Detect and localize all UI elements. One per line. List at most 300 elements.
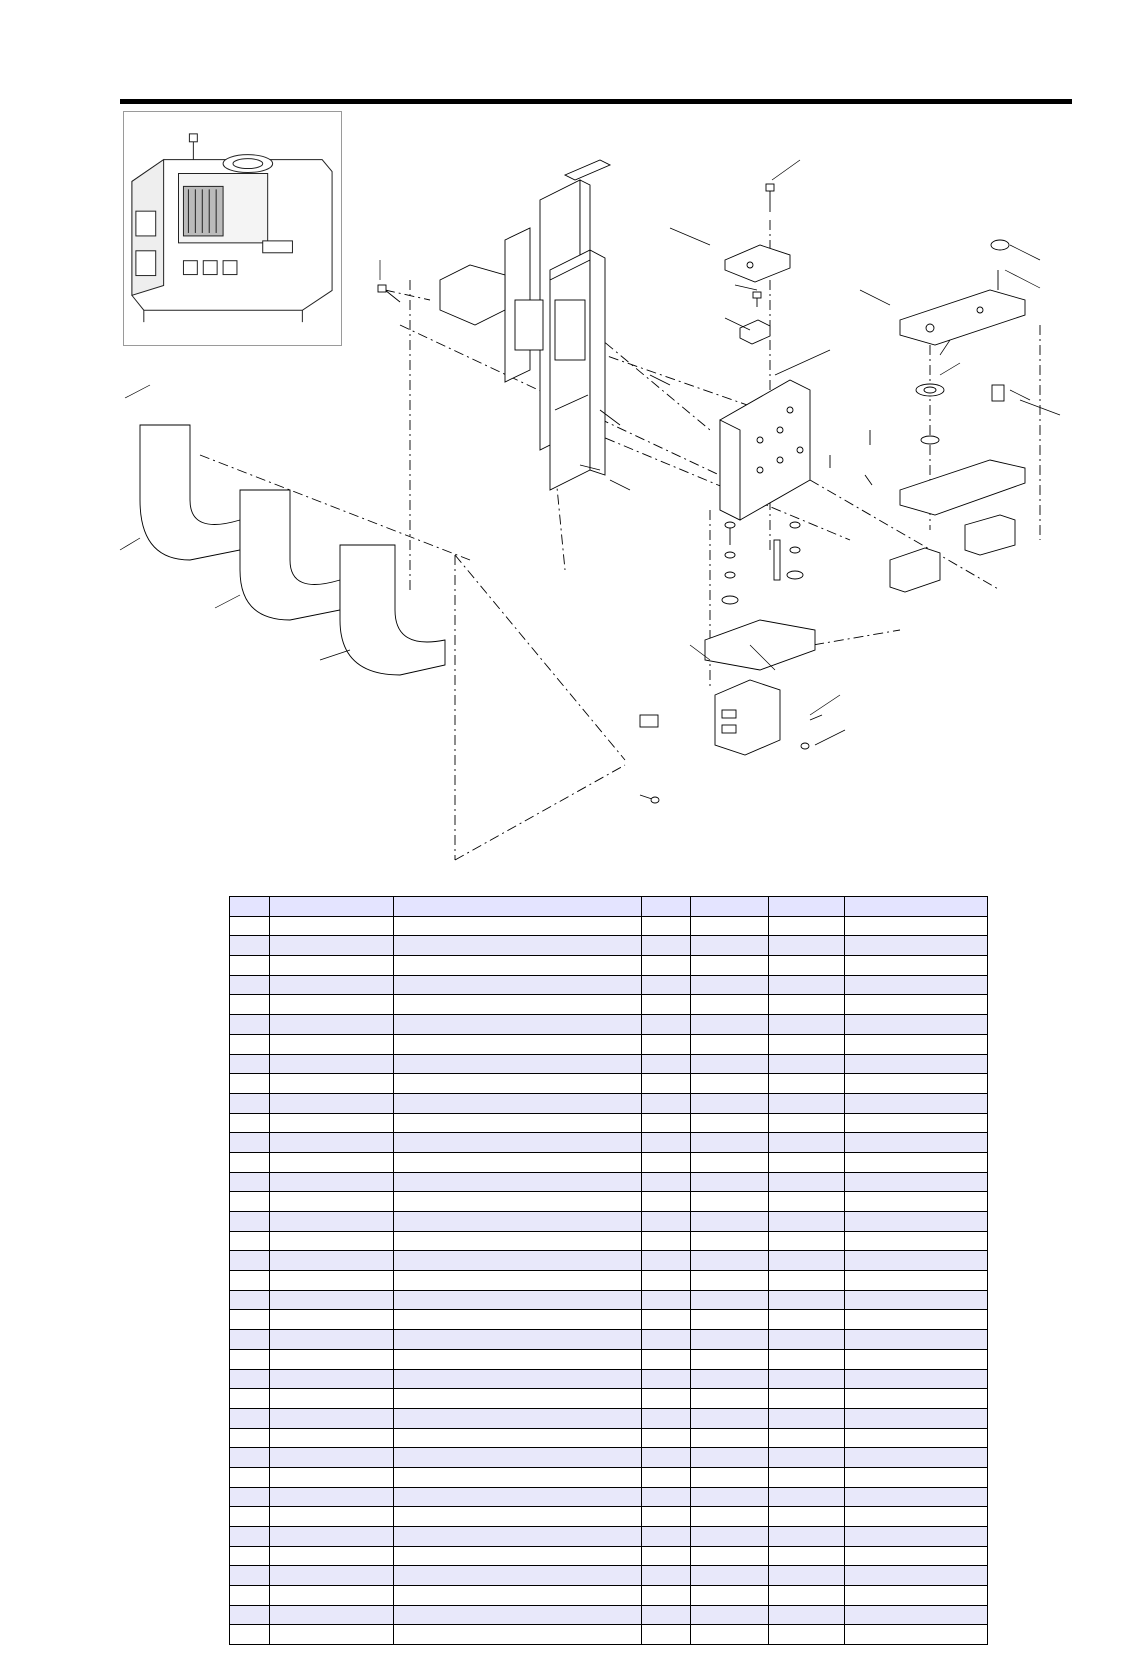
table-cell	[769, 1113, 845, 1133]
table-row	[230, 1212, 988, 1232]
table-cell	[769, 956, 845, 976]
table-cell	[270, 1546, 394, 1566]
table-row	[230, 1015, 988, 1035]
table-cell	[769, 1448, 845, 1468]
table-row	[230, 1133, 988, 1153]
table-cell	[642, 1389, 691, 1409]
table-cell	[394, 1349, 642, 1369]
table-cell	[230, 1349, 270, 1369]
table-cell	[845, 1152, 988, 1172]
table-cell	[270, 1212, 394, 1232]
table-cell	[691, 975, 769, 995]
table-cell	[230, 1527, 270, 1547]
table-cell	[691, 1448, 769, 1468]
table-cell	[270, 1586, 394, 1606]
table-row	[230, 956, 988, 976]
table-cell	[270, 1054, 394, 1074]
table-cell	[769, 995, 845, 1015]
column-header	[769, 897, 845, 917]
parts-table-body	[230, 916, 988, 1644]
table-cell	[642, 1330, 691, 1350]
table-cell	[845, 1192, 988, 1212]
table-cell	[642, 1428, 691, 1448]
table-cell	[691, 1349, 769, 1369]
table-cell	[769, 1212, 845, 1232]
table-cell	[845, 1251, 988, 1271]
table-cell	[691, 1625, 769, 1645]
table-cell	[845, 1172, 988, 1192]
table-cell	[845, 1133, 988, 1153]
table-cell	[642, 1231, 691, 1251]
table-cell	[691, 1408, 769, 1428]
table-cell	[394, 1074, 642, 1094]
table-cell	[769, 1389, 845, 1409]
table-cell	[270, 1015, 394, 1035]
table-row	[230, 1093, 988, 1113]
table-row	[230, 1408, 988, 1428]
table-cell	[394, 1093, 642, 1113]
table-cell	[845, 1507, 988, 1527]
table-cell	[691, 1310, 769, 1330]
table-cell	[845, 936, 988, 956]
table-cell	[270, 1389, 394, 1409]
table-cell	[845, 1290, 988, 1310]
table-cell	[845, 1586, 988, 1606]
table-cell	[394, 995, 642, 1015]
table-cell	[270, 916, 394, 936]
table-cell	[691, 1546, 769, 1566]
table-cell	[642, 1586, 691, 1606]
header-rule	[120, 99, 1072, 104]
table-cell	[230, 1389, 270, 1409]
table-row	[230, 1428, 988, 1448]
column-header	[230, 897, 270, 917]
table-cell	[270, 1625, 394, 1645]
table-cell	[230, 1034, 270, 1054]
table-cell	[845, 1034, 988, 1054]
table-cell	[642, 1408, 691, 1428]
table-cell	[394, 1448, 642, 1468]
table-cell	[270, 975, 394, 995]
table-cell	[691, 1428, 769, 1448]
table-cell	[230, 1152, 270, 1172]
table-cell	[394, 1231, 642, 1251]
table-cell	[691, 1172, 769, 1192]
table-cell	[394, 1034, 642, 1054]
table-cell	[769, 1369, 845, 1389]
table-cell	[691, 1015, 769, 1035]
table-cell	[394, 1290, 642, 1310]
table-cell	[394, 936, 642, 956]
table-cell	[270, 1074, 394, 1094]
table-cell	[642, 975, 691, 995]
table-cell	[230, 1408, 270, 1428]
table-cell	[691, 1369, 769, 1389]
table-cell	[691, 1467, 769, 1487]
table-cell	[769, 1625, 845, 1645]
table-cell	[394, 1251, 642, 1271]
table-cell	[270, 1310, 394, 1330]
table-row	[230, 936, 988, 956]
table-row	[230, 1310, 988, 1330]
table-cell	[270, 1527, 394, 1547]
table-cell	[394, 1330, 642, 1350]
table-cell	[769, 1271, 845, 1291]
table-cell	[394, 1172, 642, 1192]
table-cell	[394, 1487, 642, 1507]
table-cell	[691, 1566, 769, 1586]
table-cell	[691, 1231, 769, 1251]
table-cell	[642, 1566, 691, 1586]
table-cell	[270, 1172, 394, 1192]
table-cell	[691, 1330, 769, 1350]
table-cell	[642, 1015, 691, 1035]
table-cell	[642, 1448, 691, 1468]
table-cell	[642, 1152, 691, 1172]
table-row	[230, 1467, 988, 1487]
table-cell	[394, 1152, 642, 1172]
table-cell	[691, 1192, 769, 1212]
table-row	[230, 1074, 988, 1094]
table-cell	[394, 1586, 642, 1606]
table-cell	[270, 1605, 394, 1625]
table-cell	[642, 1034, 691, 1054]
table-row	[230, 1586, 988, 1606]
table-cell	[642, 1310, 691, 1330]
table-row	[230, 1231, 988, 1251]
table-cell	[230, 936, 270, 956]
column-header	[394, 897, 642, 917]
table-cell	[642, 1172, 691, 1192]
table-row	[230, 1389, 988, 1409]
table-cell	[769, 1467, 845, 1487]
table-cell	[394, 1428, 642, 1448]
table-cell	[270, 1133, 394, 1153]
table-cell	[769, 1133, 845, 1153]
table-cell	[769, 1428, 845, 1448]
table-cell	[270, 1369, 394, 1389]
table-cell	[394, 1369, 642, 1389]
table-cell	[270, 1487, 394, 1507]
table-cell	[691, 1152, 769, 1172]
table-cell	[845, 1467, 988, 1487]
table-cell	[230, 1507, 270, 1527]
table-cell	[769, 1074, 845, 1094]
parts-list-table	[229, 896, 988, 1645]
table-cell	[270, 936, 394, 956]
table-cell	[769, 1251, 845, 1271]
table-cell	[230, 1546, 270, 1566]
table-cell	[769, 1172, 845, 1192]
table-row	[230, 1546, 988, 1566]
table-cell	[691, 1074, 769, 1094]
table-cell	[691, 1586, 769, 1606]
table-cell	[394, 1054, 642, 1074]
table-cell	[230, 1290, 270, 1310]
table-cell	[691, 1389, 769, 1409]
table-cell	[691, 936, 769, 956]
table-cell	[230, 995, 270, 1015]
table-cell	[230, 1093, 270, 1113]
table-cell	[642, 1467, 691, 1487]
table-cell	[691, 1605, 769, 1625]
table-cell	[394, 1467, 642, 1487]
table-cell	[845, 916, 988, 936]
table-row	[230, 1448, 988, 1468]
table-cell	[394, 1192, 642, 1212]
table-cell	[230, 1015, 270, 1035]
table-cell	[845, 1605, 988, 1625]
table-cell	[691, 1251, 769, 1271]
table-cell	[769, 1093, 845, 1113]
table-cell	[769, 1310, 845, 1330]
table-row	[230, 975, 988, 995]
table-cell	[691, 995, 769, 1015]
table-cell	[769, 975, 845, 995]
table-cell	[270, 1034, 394, 1054]
table-cell	[270, 1290, 394, 1310]
table-cell	[230, 1566, 270, 1586]
table-cell	[769, 1349, 845, 1369]
table-cell	[394, 1389, 642, 1409]
table-cell	[845, 1212, 988, 1232]
table-cell	[642, 1054, 691, 1074]
table-cell	[845, 1448, 988, 1468]
table-cell	[394, 1015, 642, 1035]
table-cell	[642, 1212, 691, 1232]
table-cell	[270, 1152, 394, 1172]
table-cell	[769, 1015, 845, 1035]
table-cell	[691, 1034, 769, 1054]
table-cell	[642, 916, 691, 936]
table-cell	[230, 1113, 270, 1133]
table-cell	[845, 1074, 988, 1094]
table-cell	[642, 1527, 691, 1547]
table-cell	[642, 936, 691, 956]
table-cell	[394, 1605, 642, 1625]
table-cell	[691, 1290, 769, 1310]
table-cell	[845, 1271, 988, 1291]
table-cell	[642, 1349, 691, 1369]
table-cell	[691, 1093, 769, 1113]
table-cell	[230, 1271, 270, 1291]
table-cell	[394, 1408, 642, 1428]
table-cell	[691, 1487, 769, 1507]
table-cell	[270, 1330, 394, 1350]
table-cell	[270, 1566, 394, 1586]
table-cell	[230, 1310, 270, 1330]
table-cell	[642, 1271, 691, 1291]
table-cell	[230, 1369, 270, 1389]
table-cell	[642, 1093, 691, 1113]
table-cell	[769, 1408, 845, 1428]
table-row	[230, 1349, 988, 1369]
column-header	[691, 897, 769, 917]
table-cell	[394, 1507, 642, 1527]
table-cell	[642, 1369, 691, 1389]
table-cell	[845, 1330, 988, 1350]
table-cell	[769, 916, 845, 936]
table-cell	[769, 1605, 845, 1625]
table-cell	[230, 956, 270, 976]
table-cell	[691, 1212, 769, 1232]
table-cell	[769, 1290, 845, 1310]
table-cell	[691, 916, 769, 936]
table-cell	[769, 1152, 845, 1172]
table-cell	[691, 1054, 769, 1074]
table-cell	[642, 956, 691, 976]
table-cell	[845, 995, 988, 1015]
column-header	[642, 897, 691, 917]
table-row	[230, 1566, 988, 1586]
table-cell	[642, 1290, 691, 1310]
table-cell	[230, 1330, 270, 1350]
table-cell	[394, 916, 642, 936]
table-cell	[270, 1428, 394, 1448]
table-cell	[642, 1074, 691, 1094]
table-cell	[270, 1093, 394, 1113]
table-cell	[394, 975, 642, 995]
table-cell	[642, 1507, 691, 1527]
table-cell	[394, 1527, 642, 1547]
table-cell	[691, 1527, 769, 1547]
table-row	[230, 1605, 988, 1625]
table-cell	[270, 1408, 394, 1428]
table-cell	[270, 956, 394, 976]
table-cell	[769, 1507, 845, 1527]
table-cell	[230, 1448, 270, 1468]
table-cell	[230, 1212, 270, 1232]
table-cell	[270, 1467, 394, 1487]
table-cell	[845, 1428, 988, 1448]
table-cell	[845, 1527, 988, 1547]
table-row	[230, 1054, 988, 1074]
table-cell	[769, 1527, 845, 1547]
table-cell	[845, 1054, 988, 1074]
table-cell	[270, 1251, 394, 1271]
table-cell	[230, 1231, 270, 1251]
table-row	[230, 1369, 988, 1389]
table-cell	[845, 1566, 988, 1586]
table-cell	[394, 1133, 642, 1153]
table-cell	[230, 1428, 270, 1448]
table-cell	[769, 1231, 845, 1251]
table-cell	[642, 1546, 691, 1566]
table-cell	[769, 1546, 845, 1566]
table-cell	[769, 1192, 845, 1212]
table-cell	[642, 1625, 691, 1645]
table-cell	[270, 1192, 394, 1212]
table-cell	[230, 1605, 270, 1625]
table-cell	[270, 1349, 394, 1369]
table-cell	[270, 1448, 394, 1468]
table-cell	[230, 1074, 270, 1094]
table-cell	[845, 1408, 988, 1428]
table-cell	[769, 1034, 845, 1054]
table-cell	[845, 975, 988, 995]
table-cell	[270, 1507, 394, 1527]
table-cell	[394, 1546, 642, 1566]
table-row	[230, 1113, 988, 1133]
table-header-row	[230, 897, 988, 917]
table-cell	[769, 1487, 845, 1507]
table-cell	[394, 1212, 642, 1232]
column-header	[845, 897, 988, 917]
table-row	[230, 1172, 988, 1192]
table-cell	[769, 1054, 845, 1074]
table-cell	[845, 1389, 988, 1409]
table-cell	[691, 1507, 769, 1527]
table-cell	[845, 956, 988, 976]
table-cell	[394, 956, 642, 976]
table-cell	[394, 1113, 642, 1133]
table-cell	[394, 1566, 642, 1586]
table-cell	[845, 1546, 988, 1566]
table-cell	[845, 1369, 988, 1389]
table-cell	[230, 1625, 270, 1645]
table-cell	[769, 936, 845, 956]
table-row	[230, 1625, 988, 1645]
table-cell	[769, 1566, 845, 1586]
table-cell	[230, 975, 270, 995]
table-row	[230, 916, 988, 936]
table-cell	[642, 1113, 691, 1133]
table-cell	[270, 1271, 394, 1291]
table-cell	[642, 1251, 691, 1271]
table-cell	[691, 956, 769, 976]
table-cell	[845, 1625, 988, 1645]
table-cell	[691, 1113, 769, 1133]
table-cell	[230, 1467, 270, 1487]
column-header	[270, 897, 394, 917]
table-cell	[394, 1625, 642, 1645]
table-row	[230, 1271, 988, 1291]
table-row	[230, 1290, 988, 1310]
table-cell	[642, 1192, 691, 1212]
table-cell	[230, 1172, 270, 1192]
table-row	[230, 1527, 988, 1547]
table-row	[230, 1487, 988, 1507]
table-cell	[845, 1349, 988, 1369]
table-cell	[270, 995, 394, 1015]
table-cell	[642, 1605, 691, 1625]
table-cell	[642, 1133, 691, 1153]
table-cell	[845, 1113, 988, 1133]
table-cell	[230, 1054, 270, 1074]
table-cell	[394, 1310, 642, 1330]
table-cell	[769, 1586, 845, 1606]
table-row	[230, 1251, 988, 1271]
table-cell	[230, 916, 270, 936]
table-cell	[230, 1487, 270, 1507]
table-cell	[270, 1113, 394, 1133]
table-row	[230, 995, 988, 1015]
table-cell	[769, 1330, 845, 1350]
table-cell	[845, 1015, 988, 1035]
table-row	[230, 1192, 988, 1212]
table-cell	[270, 1231, 394, 1251]
table-row	[230, 1330, 988, 1350]
parts-table-header	[230, 897, 988, 917]
table-cell	[845, 1093, 988, 1113]
table-row	[230, 1034, 988, 1054]
table-cell	[230, 1251, 270, 1271]
table-row	[230, 1152, 988, 1172]
table-cell	[230, 1586, 270, 1606]
table-cell	[845, 1310, 988, 1330]
table-cell	[845, 1487, 988, 1507]
table-cell	[642, 1487, 691, 1507]
